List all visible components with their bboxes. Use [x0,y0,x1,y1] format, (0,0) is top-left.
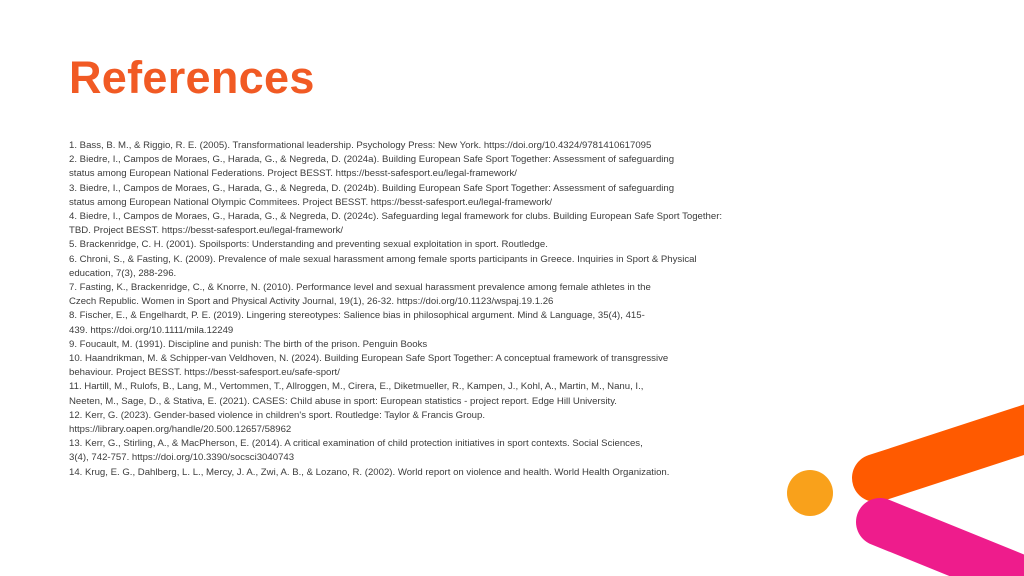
pink-swoosh [880,522,1024,576]
reference-line: education, 7(3), 288-296. [69,267,177,279]
reference-line: 11. Hartill, M., Rulofs, B., Lang, M., Vertommen, T., Allroggen, M., Cirera, E., Diketmueller, R., Kampen, J., Kohl, A., Martin, M., Nanu, I., [69,381,644,393]
reference-line: 8. Fischer, E., & Engelhardt, P. E. (2019). Lingering stereotypes: Salience bias in philosophical argument. Mind & Language, 35(4), 415- [69,310,645,322]
reference-line: 5. Brackenridge, C. H. (2001). Spoilsports: Understanding and preventing sexual exploitation in sport. Routledge. [69,239,548,251]
reference-line: 4. Biedre, I., Campos de Moraes, G., Harada, G., & Negreda, D. (2024c). Safeguarding legal framework for clubs. Building European Safe Sport Together: [69,211,723,223]
reference-line: 14. Krug, E. G., Dahlberg, L. L., Mercy, J. A., Zwi, A. B., & Lozano, R. (2002). World report on violence and health. World Health Organization. [69,466,670,478]
reference-line: Neeten, M., Sage, D., & Stativa, E. (2021). CASES: Child abuse in sport: European statistics - project report. Edge Hill University. [69,395,617,407]
reference-line: 2. Biedre, I., Campos de Moraes, G., Harada, G., & Negreda, D. (2024a). Building European Safe Sport Together: Assessment of safeguarding [69,154,675,166]
reference-line: https://library.oapen.org/handle/20.500.12657/58962 [69,424,292,436]
reference-line: 1. Bass, B. M., & Riggio, R. E. (2005). Transformational leadership. Psychology Press: New York. https://doi.org/10.4324/9781410617095 [69,140,652,151]
reference-line: 7. Fasting, K., Brackenridge, C., & Knorre, N. (2010). Performance level and sexual harassment prevalence among female athletes in the [69,282,651,294]
reference-line: status among European National Federations. Project BESST. https://besst-safesport.eu/legal-framework/ [69,168,517,180]
reference-line: 6. Chroni, S., & Fasting, K. (2009). Prevalence of male sexual harassment among female sports participants in Greece. Inquiries in Sport & Physical [69,253,697,265]
reference-line: 3(4), 742-757. https://doi.org/10.3390/socsci3040743 [69,452,295,464]
reference-line: Czech Republic. Women in Sport and Physical Activity Journal, 19(1), 26-32. https://doi.org/10.1123/wspaj.19.1.26 [69,296,554,308]
reference-line: 439. https://doi.org/10.1111/mila.12249 [69,324,234,336]
reference-line: 3. Biedre, I., Campos de Moraes, G., Harada, G., & Negreda, D. (2024b). Building European Safe Sport Together: Assessment of safeguarding [69,182,675,194]
orange-swoosh [876,418,1024,478]
reference-line: 9. Foucault, M. (1991). Discipline and punish: The birth of the prison. Penguin Books [69,338,428,350]
reference-line: TBD. Project BESST. https://besst-safesport.eu/legal-framework/ [69,225,344,237]
reference-line: 12. Kerr, G. (2023). Gender-based violence in children's sport. Routledge: Taylor & Francis Group. [69,409,485,421]
reference-line: 13. Kerr, G., Stirling, A., & MacPherson, E. (2014). A critical examination of child protection initiatives in sport contexts. Social Sciences, [69,438,643,450]
reference-line: 10. Haandrikman, M. & Schipper-van Veldhoven, N. (2024). Building European Safe Sport Together: A conceptual framework of transgressive [69,353,669,365]
yellow-circle [787,470,833,516]
reference-line: behaviour. Project BESST. https://besst-safesport.eu/safe-sport/ [69,367,340,379]
reference-line: status among European National Olympic Commitees. Project BESST. https://besst-safesport.eu/legal-framework/ [69,196,553,208]
page-title: References [69,52,315,103]
